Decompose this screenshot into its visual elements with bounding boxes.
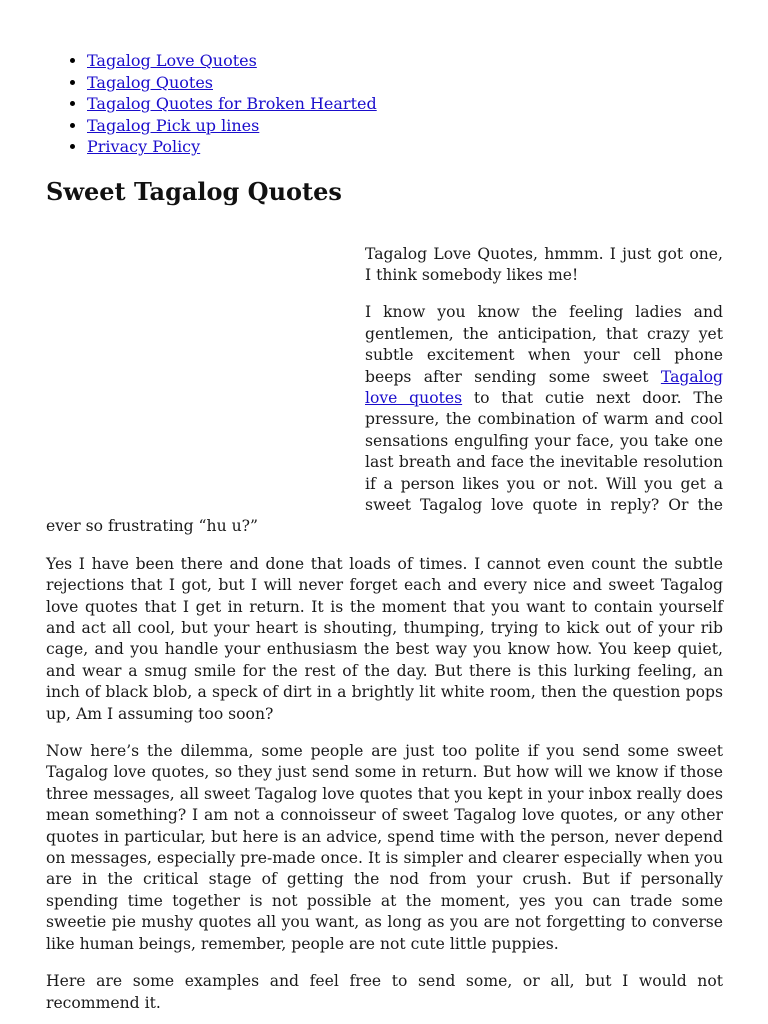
nav-item-pick-up-lines [87, 115, 723, 137]
link-tagalog-love-quotes-inline[interactable]: Tagalog love quotes [365, 367, 723, 407]
link-tagalog-pick-up-lines[interactable]: Tagalog Pick up lines [87, 115, 260, 135]
article-body [46, 244, 723, 1014]
paragraph-text: I know you know the feeling ladies and gentlemen, the anticipation, that crazy yet subtle excitement when your cell phone beeps after sending some sweet [365, 303, 723, 386]
nav-link-list [46, 50, 723, 158]
paragraph-examples: Here are some examples and feel free to send some, or all, but I would not recommend it. [46, 972, 723, 1012]
nav-item-tagalog-quotes [87, 72, 723, 94]
nav-item-tagalog-love-quotes [87, 50, 723, 72]
page-title: Sweet Tagalog Quotes [46, 176, 342, 206]
paragraph-text: to that cutie next door. The pressure, the combination of warm and cool sensations engulfing your face, you take one last breath and face the inevitable resolution if a person likes you or not. Will you get a sweet Tagalog love quote in reply? Or the ever so frustrating “hu u?” [46, 388, 723, 536]
link-tagalog-quotes-broken-hearted[interactable]: Tagalog Quotes for Broken Hearted [87, 94, 377, 113]
image-placeholder-space [46, 244, 365, 500]
nav-item-broken-hearted [87, 93, 723, 115]
link-tagalog-love-quotes[interactable]: Tagalog Love Quotes [87, 51, 257, 70]
paragraph-rejections: Yes I have been there and done that loads of times. I cannot even count the subtle rejections that I got, but I will never forget each and every nice and sweet Tagalog love quotes that I get in return. It is the moment that you want to contain yourself and act all cool, but your heart is shouting, thumping, trying to kick out of your rib cage, and you handle your enthusiasm the best way you know how. You keep quiet, and wear a smug smile for the rest of the day. But there is this lurking feeling, an inch of black blob, a speck of dirt in a brightly lit white room, then the question pops up, Am I assuming too soon? [46, 554, 723, 723]
paragraph-intro: Tagalog Love Quotes, hmmm. I just got one, I think somebody likes me! [365, 244, 723, 284]
paragraph-dilemma: Now here’s the dilemma, some people are just too polite if you send some sweet Tagalog love quotes, so they just send some in return. But how will we know if those three messages, all sweet Tagalog love quotes that you kept in your inbox really does mean something? I am not a connoisseur of sweet Tagalog love quotes, or any other quotes in particular, but here is an advice, spend time with the person, never depend on messages, especially pre-made once. It is simpler and clearer especially when you are in the critical stage of getting the nod from your crush. But if personally spending time together is not possible at the moment, yes you can trade some sweetie pie mushy quotes all you want, as long as you are not forgetting to converse like human beings, remember, people are not cute little puppies. [46, 742, 723, 953]
link-privacy-policy[interactable]: Privacy Policy [87, 137, 201, 156]
nav-item-privacy-policy [87, 136, 723, 158]
link-tagalog-quotes[interactable]: Tagalog Quotes [87, 72, 213, 92]
